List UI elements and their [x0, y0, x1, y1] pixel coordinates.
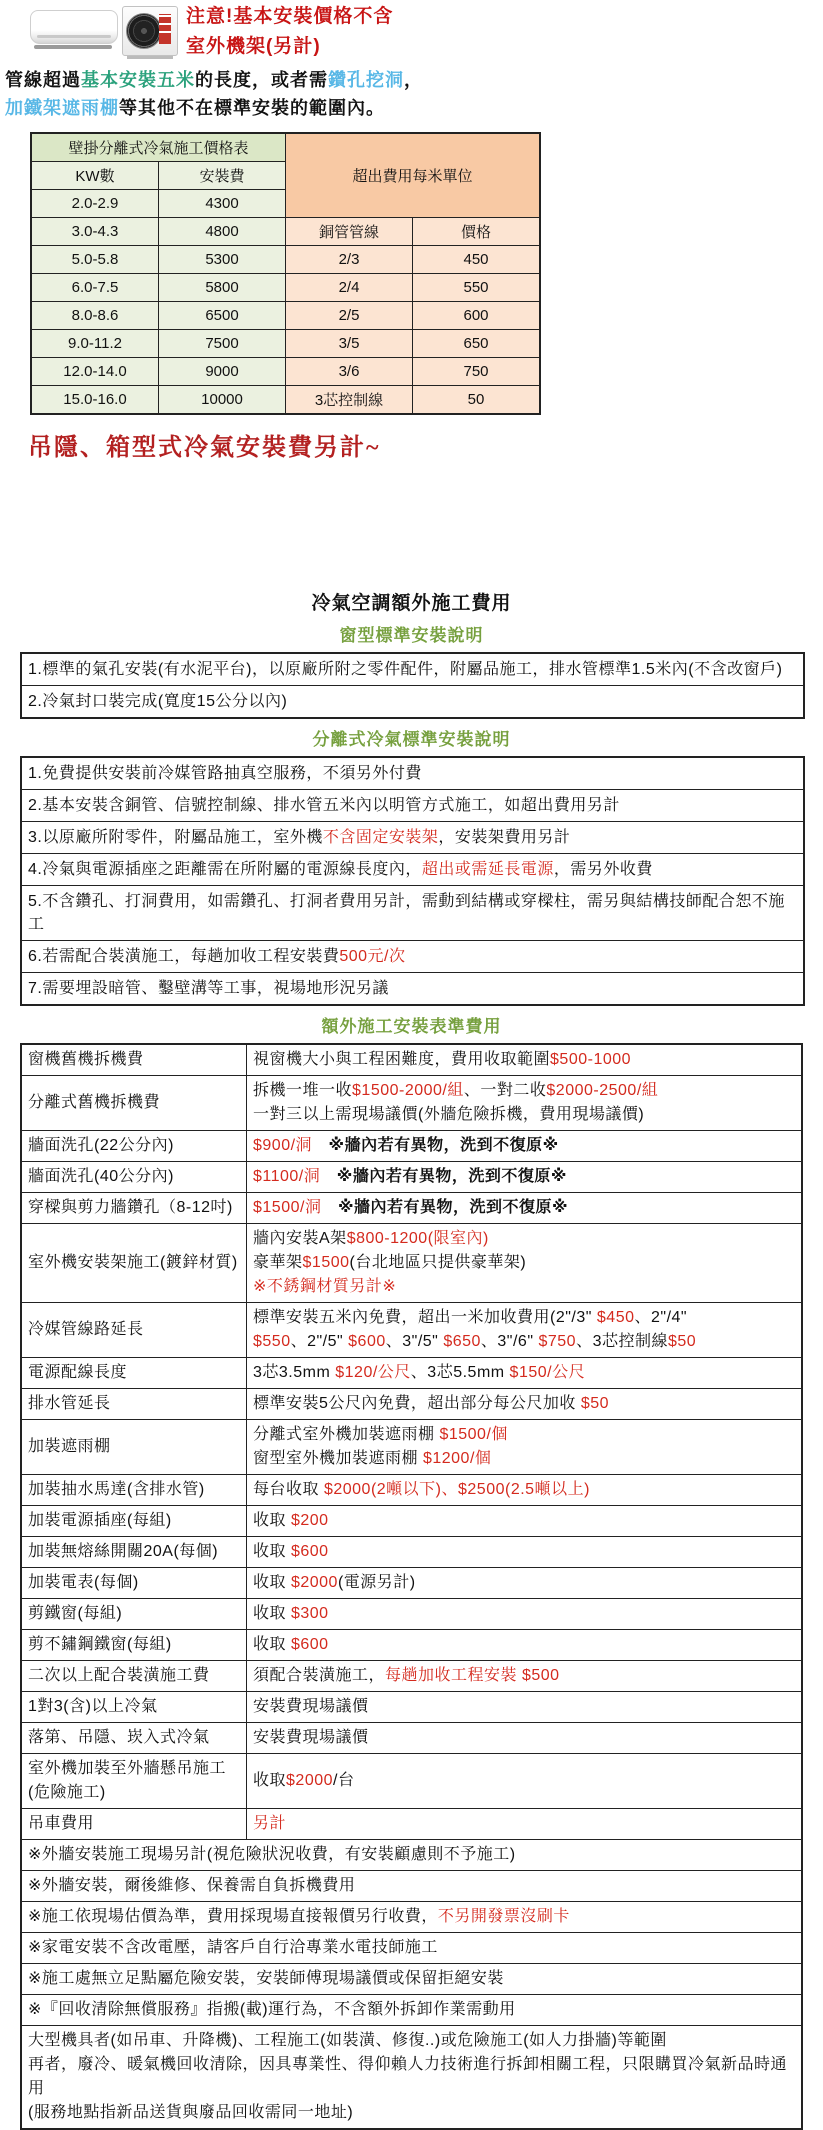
- text-segment: 的長度，或者需: [195, 70, 328, 90]
- text-segment: $750: [538, 1333, 577, 1350]
- text-segment: 窗型室外機加裝遮雨棚: [253, 1450, 423, 1467]
- text-segment: 、2"/4": [634, 1309, 688, 1326]
- intro-line-1: [5, 66, 823, 94]
- price-table-cell: 2.0-2.9: [31, 190, 159, 218]
- price-table-cell: 8.0-8.6: [31, 302, 159, 330]
- text-segment: 一對三以上需現場議價(外牆危險拆機，費用現場議價): [253, 1106, 645, 1123]
- text-segment: 每台收取: [253, 1481, 324, 1498]
- table-row: [31, 246, 540, 274]
- text-segment: 標準安裝5公尺內免費，超出部分每公尺加收: [253, 1395, 581, 1412]
- fee-row: [21, 1599, 802, 1630]
- fee-table: [20, 1043, 803, 2130]
- price-table-cell: 15.0-16.0: [31, 386, 159, 415]
- notice-text: [186, 2, 393, 62]
- fee-value-line: [253, 1306, 795, 1330]
- intro-line-2: [5, 94, 823, 122]
- note-row: [21, 1995, 802, 2026]
- fee-label: 牆面洗孔(22公分內): [21, 1131, 247, 1162]
- table-row: [31, 302, 540, 330]
- footer-line: (服務地點指新品送貨與廢品回收需同一地址): [28, 2104, 354, 2121]
- fee-label: 加裝無熔絲開關20A(每個): [21, 1537, 247, 1568]
- fee-value-line: [253, 1275, 795, 1299]
- text-segment: 、3"/5": [385, 1333, 444, 1350]
- list-item: [22, 789, 803, 821]
- fee-value-line: [253, 1571, 795, 1595]
- text-segment: 收取: [253, 1605, 291, 1622]
- price-table-cell: 3.0-4.3: [31, 218, 159, 246]
- fee-value-line: [253, 1509, 795, 1533]
- text-segment: 加鐵架遮雨棚: [5, 98, 119, 118]
- fee-value: [247, 1630, 803, 1661]
- text-segment: 每趟加收工程安裝 $500: [385, 1667, 560, 1684]
- fee-value-line: [253, 1079, 795, 1103]
- text-segment: ※施工處無立足點屬危險安裝，安裝師傅現場議價或保留拒絕安裝: [28, 1970, 504, 1987]
- fee-row: [21, 1076, 802, 1131]
- price-table-cell: 9000: [159, 358, 286, 386]
- price-table-cell: 2/3: [286, 246, 413, 274]
- note-row: [21, 1964, 802, 1995]
- fee-value-line: [253, 1392, 795, 1416]
- text-segment: $800-1200(限室內): [346, 1230, 489, 1247]
- text-segment: $2000-2500/組: [546, 1082, 659, 1099]
- text-segment: 豪華架: [253, 1254, 303, 1271]
- note-text: [21, 1871, 802, 1902]
- note-row: [21, 1902, 802, 1933]
- text-segment: 2.基本安裝含銅管、信號控制線、排水管五米內以明管方式施工，如超出費用另計: [28, 797, 620, 814]
- fee-value-line: [253, 1602, 795, 1626]
- text-segment: ，安裝架費用另計: [438, 829, 571, 846]
- fee-value: [247, 1076, 803, 1131]
- fee-label: 剪鐵窗(每組): [21, 1599, 247, 1630]
- fee-value-line: [253, 1251, 795, 1275]
- window-standard-heading: 窗型標準安裝說明: [339, 626, 484, 645]
- fee-value: [247, 1131, 803, 1162]
- text-segment: ※家電安裝不含改電壓，請客戶自行洽專業水電技師施工: [28, 1939, 438, 1956]
- text-segment: ，需另外收費: [553, 861, 653, 878]
- price-table-cell: 750: [413, 358, 541, 386]
- text-segment: $1200/個: [422, 1450, 492, 1467]
- note-text: [21, 1995, 802, 2026]
- outdoor-unit-image: [122, 6, 178, 56]
- fee-standard-heading: 額外施工安裝表準費用: [321, 1017, 502, 1036]
- price-table-cell: 5300: [159, 246, 286, 274]
- price-table-cell: 9.0-11.2: [31, 330, 159, 358]
- fee-label: 分離式舊機拆機費: [21, 1076, 247, 1131]
- notice-line-1: 注意!基本安裝價格不含: [186, 6, 394, 27]
- text-segment: 標準安裝五米內免費，超出一米加收費用(2"/3": [253, 1309, 597, 1326]
- text-segment: 基本安裝五米: [81, 70, 195, 90]
- text-segment: 超出或需延長電源: [421, 861, 554, 878]
- fee-label: 室外機加裝至外牆懸吊施工(危險施工): [21, 1754, 247, 1809]
- price-table-cell: 450: [413, 246, 541, 274]
- table-row: [31, 218, 540, 246]
- text-segment: (台北地區只提供豪華架): [349, 1254, 527, 1271]
- price-table-cell: 6500: [159, 302, 286, 330]
- text-segment: $1500-2000/組: [352, 1082, 464, 1099]
- text-segment: $200: [290, 1512, 329, 1529]
- text-segment: 、3芯控制線: [576, 1333, 668, 1350]
- fee-value: [247, 1568, 803, 1599]
- split-standard-heading: 分離式冷氣標準安裝說明: [312, 730, 511, 749]
- fee-value: [247, 1506, 803, 1537]
- fee-value-line: [253, 1048, 795, 1072]
- table-row: [31, 358, 540, 386]
- text-segment: $900/洞: [253, 1137, 313, 1154]
- text-segment: 、2"/5": [290, 1333, 349, 1350]
- fee-value-line: [253, 1447, 795, 1471]
- text-segment: ※牆內若有異物，洗到不復原※: [321, 1199, 569, 1216]
- fee-value: [247, 1389, 803, 1420]
- fee-value-line: [253, 1361, 795, 1385]
- text-segment: $1100/洞: [253, 1168, 321, 1185]
- indoor-unit-image: [30, 10, 118, 44]
- text-segment: 、3芯5.5mm: [410, 1364, 510, 1381]
- text-segment: 分離式室外機加裝遮雨棚: [253, 1426, 440, 1443]
- text-segment: $2000(2噸以下)、$2500(2.5噸以上): [323, 1481, 590, 1498]
- text-segment: 1.免費提供安裝前冷媒管路抽真空服務，不須另外付費: [28, 765, 422, 782]
- text-segment: $500-1000: [550, 1051, 632, 1068]
- text-segment: $600: [290, 1543, 329, 1560]
- price-table-column-header: 安裝費: [159, 162, 286, 190]
- text-segment: (電源另計): [337, 1574, 416, 1591]
- indoor-unit-vent: [37, 35, 111, 38]
- separate-fee-note: 吊隱、箱型式冷氣安裝費另計~: [28, 435, 381, 461]
- price-table-cell: 2/4: [286, 274, 413, 302]
- price-table-cell: 650: [413, 330, 541, 358]
- price-table-cell: 5.0-5.8: [31, 246, 159, 274]
- text-segment: 、一對二收: [463, 1082, 547, 1099]
- text-segment: 不另開發票沒刷卡: [437, 1908, 570, 1925]
- fee-label: 吊車費用: [21, 1809, 247, 1840]
- text-segment: 安裝費現場議價: [253, 1698, 369, 1715]
- note-row: [21, 1871, 802, 1902]
- fee-row: [21, 1475, 802, 1506]
- list-item: [22, 885, 803, 940]
- price-table-cell: 50: [413, 386, 541, 415]
- fee-value: [247, 1303, 803, 1358]
- price-table-cell: 600: [413, 302, 541, 330]
- text-segment: $1500/洞: [253, 1199, 322, 1216]
- price-table-extra-header: 超出費用每米單位: [286, 133, 541, 218]
- fee-row: [21, 1389, 802, 1420]
- price-table-cell: 2/5: [286, 302, 413, 330]
- text-segment: ※不銹鋼材質另計※: [253, 1278, 397, 1295]
- list-item: 2.冷氣封口裝完成(寬度15公分以內): [22, 685, 803, 717]
- fee-value-line: [253, 1330, 795, 1354]
- window-standard-list: [20, 652, 805, 719]
- price-table-title: 壁掛分離式冷氣施工價格表: [31, 133, 286, 162]
- fee-value-line: [253, 1196, 795, 1220]
- footer-line: 再者，廢冷、暖氣機回收清除，因具專業性、得仰賴人力技術進行拆卸相關工程，只限購買冷氣新品時通用: [28, 2056, 788, 2097]
- fee-label: 1對3(含)以上冷氣: [21, 1692, 247, 1723]
- price-table-cell: 5800: [159, 274, 286, 302]
- table-row: [31, 274, 540, 302]
- text-segment: $50: [667, 1333, 697, 1350]
- indoor-unit-shadow: [34, 45, 112, 49]
- fee-value: [247, 1599, 803, 1630]
- text-segment: 7.需要埋設暗管、鑿壁溝等工事，視場地形況另議: [28, 980, 389, 997]
- price-table-cell: 3/6: [286, 358, 413, 386]
- fee-label: 二次以上配合裝潢施工費: [21, 1661, 247, 1692]
- fee-label: 牆面洗孔(40公分內): [21, 1162, 247, 1193]
- fee-value-line: [253, 1227, 795, 1251]
- fee-label: 加裝抽水馬達(含排水管): [21, 1475, 247, 1506]
- text-segment: 收取: [253, 1772, 287, 1789]
- text-segment: 3芯3.5mm: [253, 1364, 336, 1381]
- fee-label: 剪不鏽鋼鐵窗(每組): [21, 1630, 247, 1661]
- fee-label: 落第、吊隱、崁入式冷氣: [21, 1723, 247, 1754]
- text-segment: 等其他不在標準安裝的範圍內。: [119, 98, 385, 118]
- price-table-cell: 銅管管線: [286, 218, 413, 246]
- fee-row: [21, 1131, 802, 1162]
- fee-row: [21, 1303, 802, 1358]
- text-segment: $50: [580, 1395, 610, 1412]
- fee-value: [247, 1044, 803, 1076]
- price-table-cell: 3芯控制線: [286, 386, 413, 415]
- text-segment: $1500: [302, 1254, 350, 1271]
- fee-row: [21, 1224, 802, 1303]
- notice-line-2: 室外機架(另計): [186, 36, 321, 57]
- fee-value-line: [253, 1812, 795, 1836]
- fee-value-line: [253, 1540, 795, 1564]
- price-table-cell: 價格: [413, 218, 541, 246]
- text-segment: $2000: [290, 1574, 338, 1591]
- fee-value: [247, 1358, 803, 1389]
- text-segment: 鑽孔挖洞: [328, 70, 404, 90]
- price-table-cell: 6.0-7.5: [31, 274, 159, 302]
- price-table-column-header: KW數: [31, 162, 159, 190]
- note-row: [21, 1840, 802, 1871]
- fee-label: 窗機舊機拆機費: [21, 1044, 247, 1076]
- fee-row: [21, 1162, 802, 1193]
- fee-value: [247, 1224, 803, 1303]
- text-segment: ，: [404, 70, 423, 90]
- text-segment: ※外牆安裝施工現場另計(視危險狀況收費，有安裝顧慮則不予施工): [28, 1846, 516, 1863]
- text-segment: $450: [596, 1309, 635, 1326]
- fee-row: [21, 1661, 802, 1692]
- fee-label: 室外機安裝架施工(鍍鋅材質): [21, 1224, 247, 1303]
- text-segment: 、3"/6": [480, 1333, 539, 1350]
- fee-value-line: [253, 1695, 795, 1719]
- fee-value-line: [253, 1478, 795, 1502]
- text-segment: $1500/個: [439, 1426, 508, 1443]
- text-segment: ※施工依現場估價為準，費用採現場直接報價另行收費，: [28, 1908, 438, 1925]
- fee-label: 穿樑與剪力牆鑽孔（8-12吋): [21, 1193, 247, 1224]
- note-text: [21, 1840, 802, 1871]
- text-segment: 管線超過: [5, 70, 81, 90]
- fee-label: 電源配線長度: [21, 1358, 247, 1389]
- footer-row: [21, 2026, 802, 2130]
- fee-label: 冷媒管線路延長: [21, 1303, 247, 1358]
- text-segment: $600: [290, 1636, 329, 1653]
- section-title: 冷氣空調額外施工費用: [311, 593, 512, 614]
- price-table-cell: 4800: [159, 218, 286, 246]
- fee-row: [21, 1809, 802, 1840]
- text-segment: 不含固定安裝架: [322, 829, 439, 846]
- fee-value-line: [253, 1664, 795, 1688]
- fee-row: [21, 1193, 802, 1224]
- text-segment: $150/公尺: [509, 1364, 586, 1381]
- text-segment: 4.冷氣與電源插座之距離需在所附屬的電源線長度內，: [28, 861, 422, 878]
- list-item: [22, 853, 803, 885]
- text-segment: 6.若需配合裝潢施工，每趟加收工程安裝費: [28, 948, 340, 965]
- fee-row: [21, 1044, 802, 1076]
- text-segment: 500元/次: [339, 948, 406, 965]
- text-segment: 收取: [253, 1574, 291, 1591]
- footer-line: 大型機具者(如吊車、升降機)、工程施工(如裝潢、修復..)或危險施工(如人力掛牆)等範圍: [28, 2032, 667, 2049]
- price-table-cell: 3/5: [286, 330, 413, 358]
- fee-value-line: [253, 1103, 795, 1127]
- outdoor-unit-feet: [127, 56, 173, 59]
- text-segment: ※牆內若有異物，洗到不復原※: [312, 1137, 559, 1154]
- fee-value: [247, 1537, 803, 1568]
- list-item: [22, 758, 803, 789]
- text-segment: 另計: [253, 1815, 287, 1832]
- price-table-cell: 10000: [159, 386, 286, 415]
- fee-value: [247, 1420, 803, 1475]
- text-segment: 視窗機大小與工程困難度，費用收取範圍: [253, 1051, 551, 1068]
- text-segment: 3.以原廠所附零件，附屬品施工，室外機: [28, 829, 323, 846]
- note-row: [21, 1933, 802, 1964]
- fee-label: 加裝電表(每個): [21, 1568, 247, 1599]
- fee-value-line: [253, 1769, 795, 1793]
- table-row: [31, 386, 540, 415]
- fee-value: [247, 1809, 803, 1840]
- fee-value-line: [253, 1633, 795, 1657]
- list-item: [22, 821, 803, 853]
- text-segment: 收取: [253, 1636, 291, 1653]
- price-table-cell: 550: [413, 274, 541, 302]
- fee-value: [247, 1723, 803, 1754]
- fee-value: [247, 1475, 803, 1506]
- table-row: [31, 330, 540, 358]
- top-section: [0, 0, 823, 60]
- text-segment: $2000: [286, 1772, 334, 1789]
- text-segment: $600: [348, 1333, 386, 1350]
- price-table-cell: 12.0-14.0: [31, 358, 159, 386]
- fee-value: [247, 1692, 803, 1723]
- fee-value-line: [253, 1423, 795, 1447]
- fee-label: 加裝遮雨棚: [21, 1420, 247, 1475]
- text-segment: ※『回收清除無償服務』指搬(載)運行為，不含額外拆卸作業需動用: [28, 2001, 516, 2018]
- text-segment: $120/公尺: [335, 1364, 411, 1381]
- text-segment: 牆內安裝A架: [253, 1230, 347, 1247]
- fee-row: [21, 1506, 802, 1537]
- text-segment: 收取: [253, 1512, 291, 1529]
- text-segment: $550: [253, 1333, 291, 1350]
- fee-value-line: [253, 1726, 795, 1750]
- note-text: [21, 1964, 802, 1995]
- list-item: [22, 940, 803, 972]
- intro-paragraph: [5, 66, 823, 122]
- text-segment: $650: [443, 1333, 481, 1350]
- fee-row: [21, 1568, 802, 1599]
- fee-value-line: [253, 1165, 795, 1189]
- list-item: [22, 972, 803, 1004]
- list-item: 1.標準的氣孔安裝(有水泥平台)，以原廠所附之零件配件，附屬品施工，排水管標準1.5米內(不含改窗戶): [28, 661, 783, 678]
- fee-row: [21, 1692, 802, 1723]
- text-segment: 須配合裝潢施工，: [253, 1667, 386, 1684]
- note-text: [21, 1902, 802, 1933]
- fee-row: [21, 1420, 802, 1475]
- fee-label: 加裝電源插座(每組): [21, 1506, 247, 1537]
- text-segment: /台: [333, 1772, 355, 1789]
- footer-text: [21, 2026, 802, 2130]
- table-row: [31, 133, 540, 162]
- outdoor-unit-red-label: [156, 11, 174, 47]
- text-segment: 收取: [253, 1543, 291, 1560]
- text-segment: ※牆內若有異物，洗到不復原※: [320, 1168, 567, 1185]
- fee-row: [21, 1754, 802, 1809]
- text-segment: $300: [290, 1605, 329, 1622]
- fee-value: [247, 1162, 803, 1193]
- price-table: [30, 132, 541, 415]
- price-table-cell: 7500: [159, 330, 286, 358]
- text-segment: 5.不含鑽孔、打洞費用，如需鑽孔、打洞者費用另計，需動到結構或穿樑柱，需另與結構技師配合恕不施工: [28, 893, 785, 933]
- text-segment: 安裝費現場議價: [253, 1729, 369, 1746]
- fee-value: [247, 1661, 803, 1692]
- split-standard-list: [20, 756, 805, 1006]
- fee-row: [21, 1358, 802, 1389]
- fee-row: [21, 1630, 802, 1661]
- note-text: [21, 1933, 802, 1964]
- price-table-cell: 4300: [159, 190, 286, 218]
- fee-label: 排水管延長: [21, 1389, 247, 1420]
- text-segment: 拆機一堆一收: [253, 1082, 353, 1099]
- fee-row: [21, 1537, 802, 1568]
- fee-value-line: [253, 1134, 795, 1158]
- fee-row: [21, 1723, 802, 1754]
- text-segment: ※外牆安裝，爾後維修、保養需自負拆機費用: [28, 1877, 356, 1894]
- fee-value: [247, 1193, 803, 1224]
- fee-value: [247, 1754, 803, 1809]
